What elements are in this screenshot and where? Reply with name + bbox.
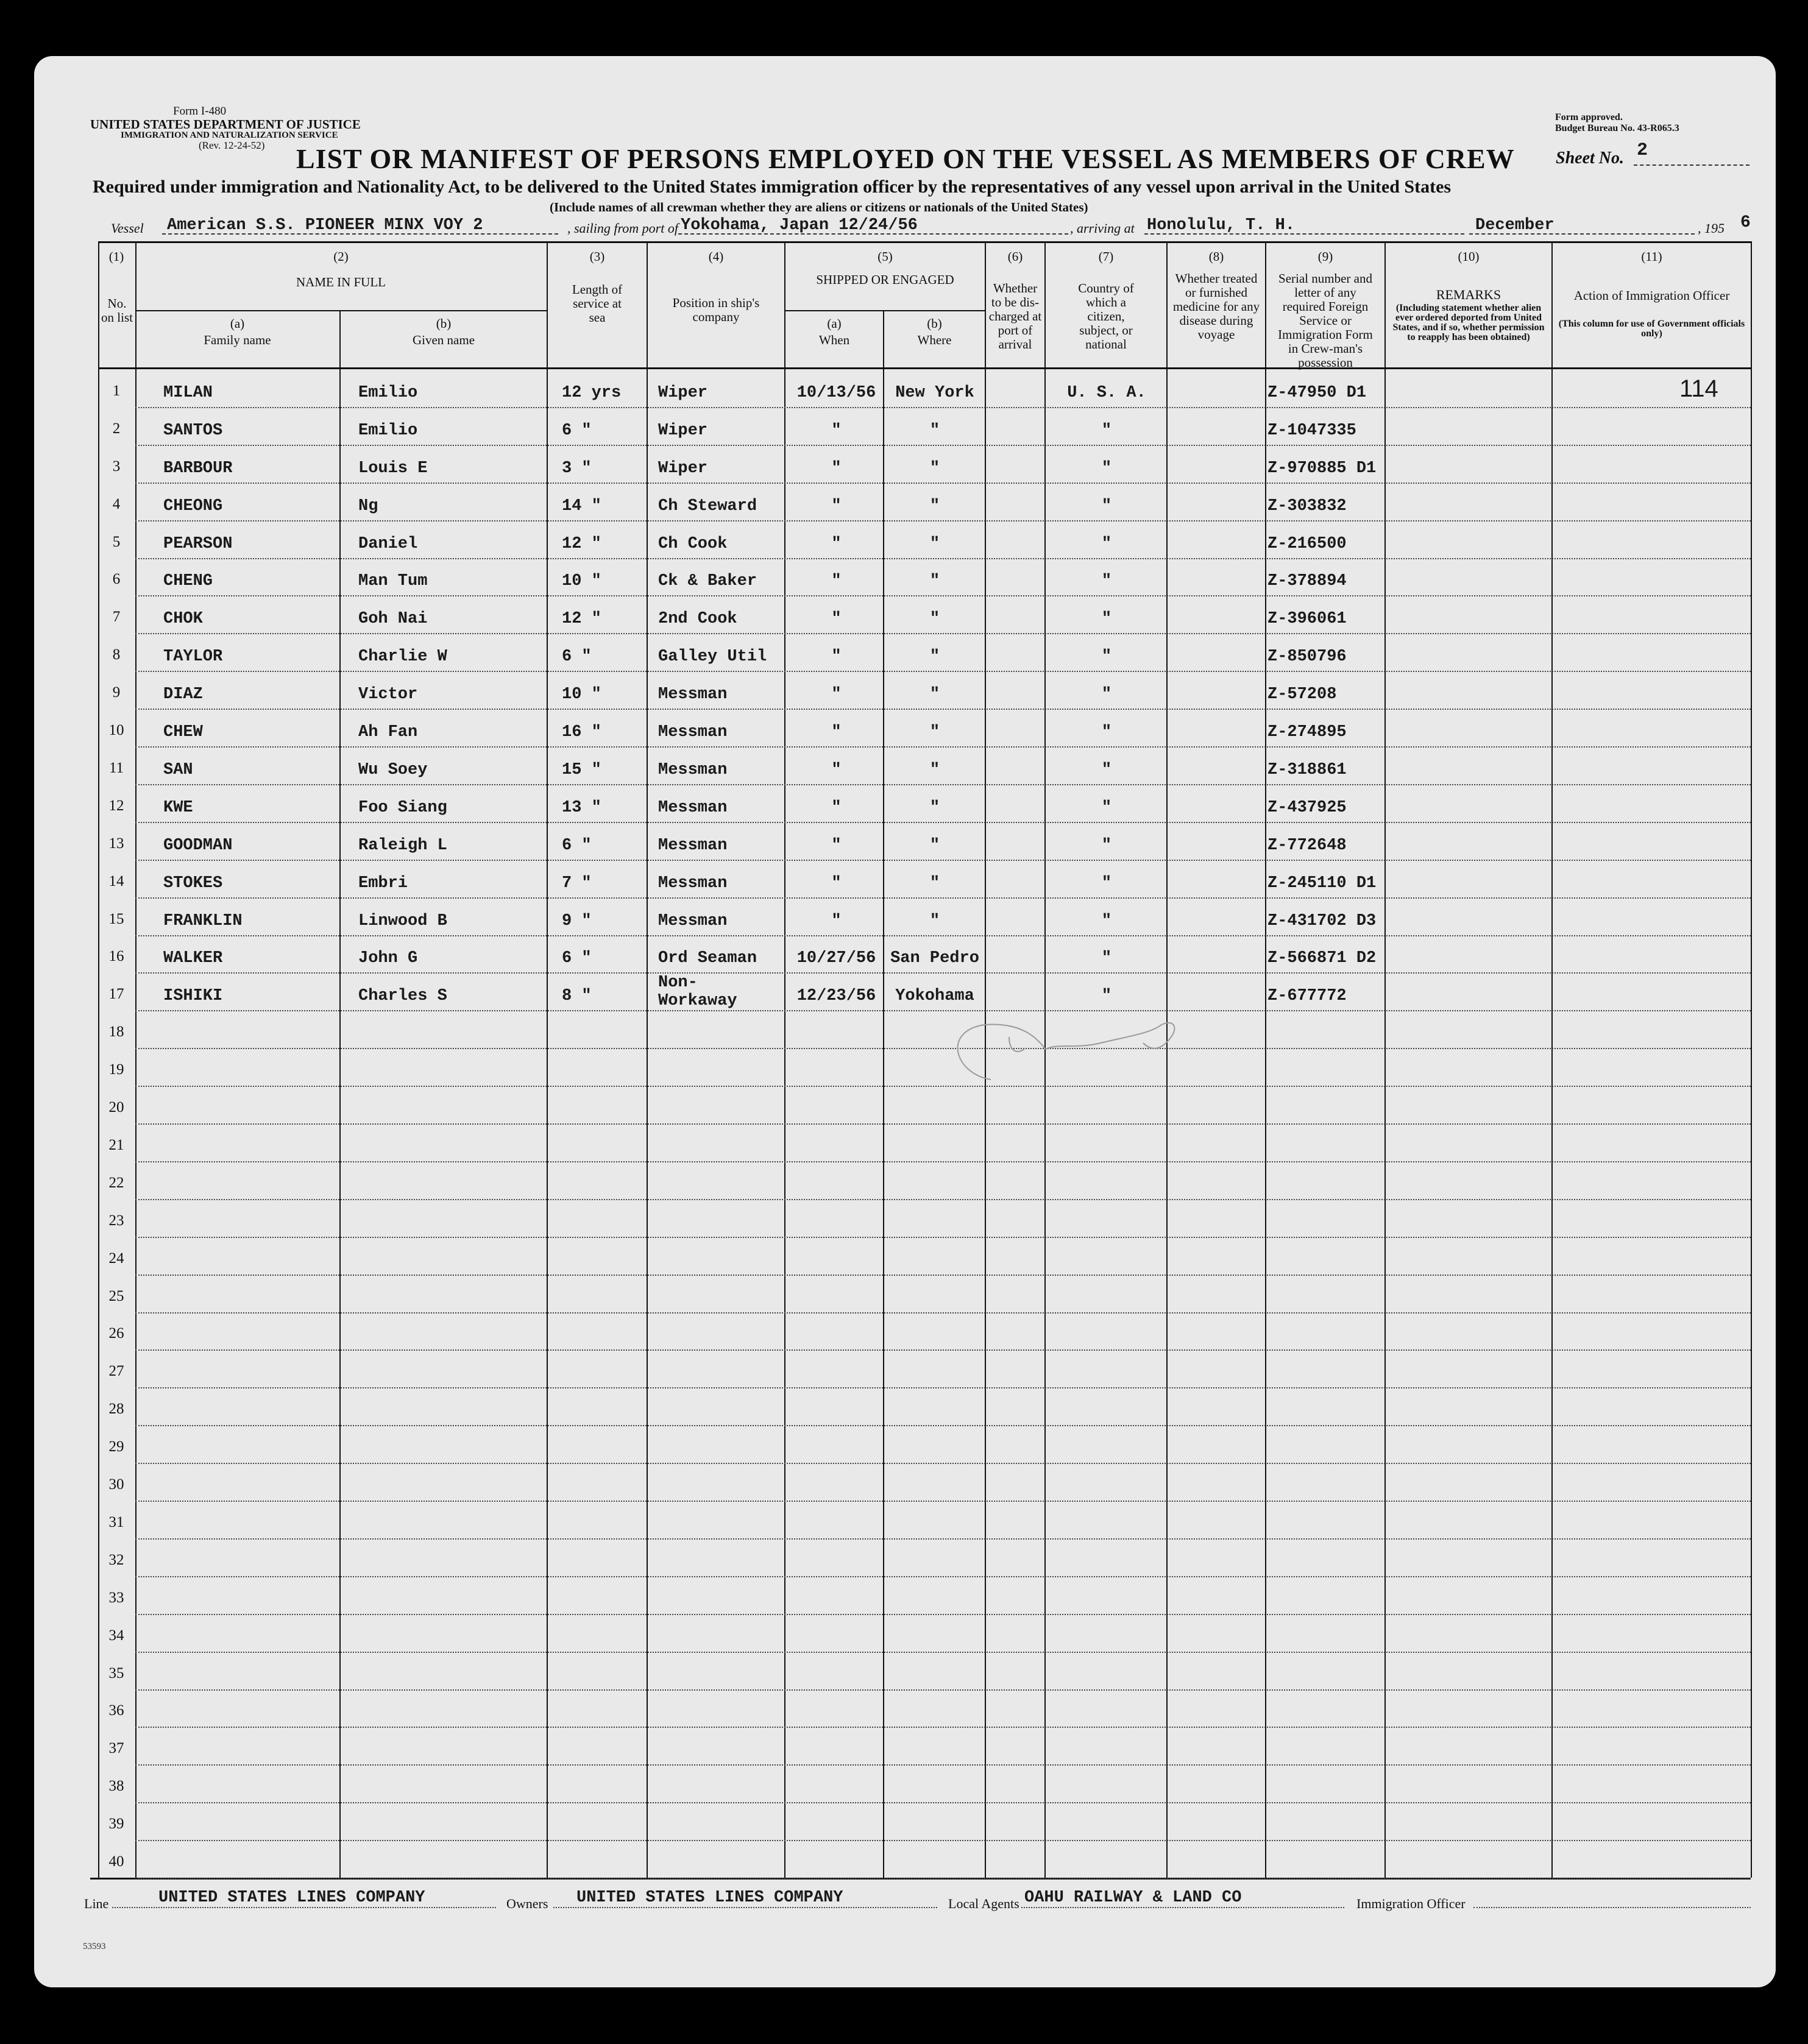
given-name-cell: Goh Nai bbox=[358, 610, 428, 628]
position-cell: Wiper bbox=[658, 459, 708, 478]
col2-header: NAME IN FULL bbox=[296, 275, 386, 289]
owners-label: Owners bbox=[506, 1896, 548, 1911]
service-length-cell: 3 " bbox=[562, 459, 592, 478]
row-number: 12 bbox=[108, 797, 124, 814]
row-number: 2 bbox=[112, 420, 121, 437]
row-rule bbox=[135, 1425, 1751, 1426]
shipped-where-cell: " bbox=[929, 836, 940, 855]
row-rule bbox=[135, 1652, 1751, 1653]
row-rule bbox=[135, 860, 1751, 861]
row-number: 15 bbox=[108, 911, 124, 927]
row-rule bbox=[135, 407, 1751, 408]
manifest-page bbox=[34, 56, 1776, 1987]
row-rule bbox=[135, 633, 1751, 634]
row-rule bbox=[135, 935, 1751, 936]
given-name-cell: Victor bbox=[358, 685, 418, 704]
row-rule bbox=[135, 1689, 1751, 1691]
shipped-when-cell: " bbox=[831, 497, 842, 515]
country-cell: " bbox=[1101, 723, 1112, 741]
row-rule bbox=[135, 709, 1751, 710]
family-name-cell: KWE bbox=[163, 799, 193, 817]
row-number: 29 bbox=[108, 1438, 124, 1455]
col3-header: Length of service at sea bbox=[572, 282, 623, 325]
country-cell: " bbox=[1101, 949, 1112, 967]
col10-header: REMARKS bbox=[1436, 287, 1501, 302]
vessel-line bbox=[162, 233, 558, 235]
row-rule bbox=[135, 746, 1751, 748]
header-bottom-border bbox=[98, 367, 1751, 369]
shipped-when-cell: 12/23/56 bbox=[796, 987, 876, 1005]
service-length-cell: 9 " bbox=[562, 912, 592, 930]
country-cell: U. S. A. bbox=[1067, 384, 1146, 402]
row-number: 14 bbox=[108, 873, 124, 889]
country-cell: " bbox=[1101, 535, 1112, 553]
col5-header: SHIPPED OR ENGAGED bbox=[816, 272, 954, 287]
row-number: 26 bbox=[108, 1325, 124, 1342]
row-rule bbox=[135, 1840, 1751, 1841]
row-number: 10 bbox=[108, 722, 124, 738]
shipped-when-cell: 10/27/56 bbox=[796, 949, 876, 967]
family-name-cell: GOODMAN bbox=[163, 836, 233, 855]
given-name-cell: Wu Soey bbox=[358, 761, 428, 779]
row-number: 1 bbox=[112, 383, 121, 399]
row-rule bbox=[135, 1275, 1751, 1276]
shipped-where-cell: " bbox=[929, 422, 940, 440]
position-cell: Ck & Baker bbox=[658, 572, 757, 590]
service-length-cell: 12 " bbox=[562, 535, 601, 553]
row-number: 20 bbox=[108, 1099, 124, 1116]
serial-number-cell: Z-1047335 bbox=[1267, 422, 1356, 440]
row-number: 11 bbox=[108, 760, 124, 776]
family-name-cell: CHEONG bbox=[163, 497, 223, 515]
row-number: 30 bbox=[108, 1476, 124, 1493]
row-number: 39 bbox=[108, 1816, 124, 1832]
row-number: 33 bbox=[108, 1590, 124, 1606]
serial-number-cell: Z-47950 D1 bbox=[1267, 384, 1367, 402]
row-number: 37 bbox=[108, 1740, 124, 1756]
column-divider bbox=[1265, 241, 1266, 1878]
given-name-cell: Emilio bbox=[358, 422, 418, 440]
position-cell: Non- Workaway bbox=[658, 974, 737, 1010]
col5-number: (5) bbox=[877, 249, 893, 264]
serial-number-cell: Z-677772 bbox=[1267, 987, 1347, 1005]
column-divider bbox=[1384, 241, 1386, 1878]
column-divider bbox=[784, 241, 785, 1878]
col1-header: No. on list bbox=[101, 296, 133, 325]
row-number: 35 bbox=[108, 1665, 124, 1682]
arrival-month: December bbox=[1475, 216, 1555, 235]
col7-header: Country of which a citizen, subject, or national bbox=[1078, 281, 1134, 352]
shipped-where-cell: " bbox=[929, 685, 940, 704]
agents-underline bbox=[1021, 1907, 1344, 1908]
shipped-where-cell: " bbox=[929, 723, 940, 741]
row-number: 22 bbox=[108, 1175, 124, 1191]
given-name-cell: Emilio bbox=[358, 384, 418, 402]
col11-header: Action of Immigration Officer bbox=[1573, 288, 1730, 303]
given-name-cell: Daniel bbox=[358, 535, 418, 553]
column-divider bbox=[547, 241, 548, 1878]
row-rule bbox=[135, 1764, 1751, 1766]
position-cell: Wiper bbox=[658, 384, 708, 402]
family-name-cell: PEARSON bbox=[163, 535, 233, 553]
column-divider bbox=[1751, 241, 1752, 1878]
row-number: 18 bbox=[108, 1024, 124, 1040]
row-rule bbox=[135, 1878, 1751, 1879]
family-name-cell: BARBOUR bbox=[163, 459, 233, 478]
shipped-when-cell: " bbox=[831, 535, 842, 553]
page-title: LIST OR MANIFEST OF PERSONS EMPLOYED ON THE VESSEL AS MEMBERS OF CREW bbox=[296, 143, 1515, 174]
arriving-label: , arriving at bbox=[1070, 221, 1135, 236]
shipped-where-cell: " bbox=[929, 761, 940, 779]
row-rule bbox=[135, 445, 1751, 446]
row-number: 38 bbox=[108, 1778, 124, 1794]
position-cell: Wiper bbox=[658, 422, 708, 440]
form-revision: (Rev. 12-24-52) bbox=[199, 140, 265, 151]
position-cell: 2nd Cook bbox=[658, 610, 737, 628]
row-rule bbox=[135, 1199, 1751, 1200]
service-length-cell: 14 " bbox=[562, 497, 601, 515]
year-digit: 6 bbox=[1740, 213, 1751, 232]
shipped-when-cell: " bbox=[831, 572, 842, 590]
column-divider bbox=[647, 241, 648, 1878]
col8-header: Whether treated or furnished medicine for any disease during voyage bbox=[1172, 271, 1260, 342]
given-name-cell: Charlie W bbox=[358, 648, 447, 666]
col8-number: (8) bbox=[1208, 249, 1224, 264]
position-cell: Messman bbox=[658, 761, 728, 779]
row-rule bbox=[135, 972, 1751, 974]
shipped-when-cell: 10/13/56 bbox=[796, 384, 876, 402]
column-divider bbox=[1551, 241, 1553, 1878]
row-rule bbox=[135, 897, 1751, 899]
line-value: UNITED STATES LINES COMPANY bbox=[158, 1889, 425, 1907]
row-number: 24 bbox=[108, 1250, 124, 1267]
row-rule bbox=[135, 1538, 1751, 1540]
row-rule bbox=[135, 1463, 1751, 1464]
arriving-port: Honolulu, T. H. bbox=[1147, 216, 1296, 235]
col5b-number: (b) bbox=[927, 316, 942, 331]
col4-number: (4) bbox=[708, 249, 724, 264]
serial-number-cell: Z-274895 bbox=[1267, 723, 1347, 741]
row-rule bbox=[135, 1312, 1751, 1314]
country-cell: " bbox=[1101, 912, 1112, 930]
department-name: UNITED STATES DEPARTMENT OF JUSTICE bbox=[90, 117, 361, 132]
family-name-cell: TAYLOR bbox=[163, 648, 223, 666]
country-cell: " bbox=[1101, 497, 1112, 515]
given-name-cell: Ah Fan bbox=[358, 723, 418, 741]
shipped-where-cell: New York bbox=[895, 384, 974, 402]
officer-underline bbox=[1473, 1907, 1751, 1908]
given-name-cell: Charles S bbox=[358, 987, 447, 1005]
col5a-header: When bbox=[818, 333, 850, 347]
service-length-cell: 6 " bbox=[562, 949, 592, 967]
column-divider bbox=[883, 310, 884, 1878]
shipped-when-cell: " bbox=[831, 723, 842, 741]
shipped-where-cell: Yokohama bbox=[895, 987, 974, 1005]
line-label: Line bbox=[84, 1896, 109, 1911]
shipped-where-cell: " bbox=[929, 799, 940, 817]
position-cell: Messman bbox=[658, 685, 728, 704]
col5b-header: Where bbox=[917, 333, 952, 347]
col10-number: (10) bbox=[1458, 249, 1480, 264]
shipped-group-divider bbox=[785, 310, 985, 311]
sailing-port: Yokohama, Japan 12/24/56 bbox=[681, 216, 918, 235]
row-number: 4 bbox=[112, 496, 121, 512]
given-name-cell: Man Tum bbox=[358, 572, 428, 590]
col5a-number: (a) bbox=[827, 316, 842, 331]
country-cell: " bbox=[1101, 610, 1112, 628]
serial-number-cell: Z-378894 bbox=[1267, 572, 1347, 590]
family-name-cell: DIAZ bbox=[163, 685, 203, 704]
country-cell: " bbox=[1101, 836, 1112, 855]
family-name-cell: FRANKLIN bbox=[163, 912, 243, 930]
row-number: 21 bbox=[108, 1137, 124, 1153]
position-cell: Messman bbox=[658, 836, 728, 855]
owners-value: UNITED STATES LINES COMPANY bbox=[576, 1889, 843, 1907]
col4-header: Position in ship's company bbox=[672, 295, 760, 324]
row-number: 7 bbox=[112, 609, 121, 625]
service-length-cell: 7 " bbox=[562, 874, 592, 893]
position-cell: Galley Util bbox=[658, 648, 767, 666]
given-name-cell: Foo Siang bbox=[358, 799, 447, 817]
col3-number: (3) bbox=[589, 249, 605, 264]
shipped-when-cell: " bbox=[831, 799, 842, 817]
row-number: 13 bbox=[108, 835, 124, 852]
service-length-cell: 8 " bbox=[562, 987, 592, 1005]
service-length-cell: 15 " bbox=[562, 761, 601, 779]
given-name-cell: Louis E bbox=[358, 459, 428, 478]
row-number: 32 bbox=[108, 1552, 124, 1568]
row-rule bbox=[135, 1349, 1751, 1351]
subtitle: Required under immigration and Nationality Act, to be delivered to the United States immigration officer by the representatives of any vessel upon arrival in the United States bbox=[93, 177, 1452, 197]
sailing-line bbox=[678, 233, 1068, 235]
position-cell: Ord Seaman bbox=[658, 949, 757, 967]
shipped-when-cell: " bbox=[831, 685, 842, 704]
row-rule bbox=[135, 1802, 1751, 1803]
family-name-cell: SANTOS bbox=[163, 422, 223, 440]
col2b-header: Given name bbox=[412, 333, 475, 347]
country-cell: " bbox=[1101, 459, 1112, 478]
row-rule bbox=[135, 784, 1751, 785]
service-length-cell: 13 " bbox=[562, 799, 601, 817]
form-approved: Form approved. bbox=[1555, 112, 1623, 122]
serial-number-cell: Z-303832 bbox=[1267, 497, 1347, 515]
row-number: 3 bbox=[112, 458, 121, 475]
serial-number-cell: Z-772648 bbox=[1267, 836, 1347, 855]
officer-action-cell: 114 bbox=[1679, 375, 1718, 402]
shipped-when-cell: " bbox=[831, 648, 842, 666]
country-cell: " bbox=[1101, 874, 1112, 893]
serial-number-cell: Z-970885 D1 bbox=[1267, 459, 1377, 478]
table-top-border bbox=[98, 241, 1751, 243]
col6-header: Whether to be dis-charged at port of arrival bbox=[988, 281, 1042, 352]
sheet-label: Sheet No. bbox=[1556, 149, 1624, 168]
column-divider bbox=[339, 310, 341, 1878]
inclusion-note: (Include names of all crewman whether they are aliens or citizens or nationals of the United States) bbox=[550, 200, 1088, 214]
family-name-cell: ISHIKI bbox=[163, 987, 223, 1005]
row-rule bbox=[135, 1237, 1751, 1238]
col10-subheader: (Including statement whether alien ever ordered deported from United States, and if so, whether permission to reapply has been obtained) bbox=[1392, 303, 1545, 342]
owners-underline bbox=[553, 1907, 937, 1908]
country-cell: " bbox=[1101, 422, 1112, 440]
country-cell: " bbox=[1101, 761, 1112, 779]
row-rule bbox=[135, 1727, 1751, 1728]
agents-label: Local Agents bbox=[948, 1896, 1019, 1911]
row-rule bbox=[135, 595, 1751, 596]
serial-number-cell: Z-57208 bbox=[1267, 685, 1337, 704]
vessel-name: American S.S. PIONEER MINX VOY 2 bbox=[167, 216, 483, 235]
service-length-cell: 6 " bbox=[562, 648, 592, 666]
row-number: 16 bbox=[108, 948, 124, 964]
shipped-when-cell: " bbox=[831, 422, 842, 440]
shipped-where-cell: " bbox=[929, 648, 940, 666]
row-number: 23 bbox=[108, 1212, 124, 1229]
form-number: Form I-480 bbox=[173, 105, 227, 118]
print-code: 53593 bbox=[83, 1942, 106, 1951]
serial-number-cell: Z-850796 bbox=[1267, 648, 1347, 666]
shipped-when-cell: " bbox=[831, 912, 842, 930]
service-length-cell: 12 yrs bbox=[562, 384, 622, 402]
service-length-cell: 6 " bbox=[562, 422, 592, 440]
serial-number-cell: Z-437925 bbox=[1267, 799, 1347, 817]
budget-bureau-number: Budget Bureau No. 43-R065.3 bbox=[1555, 123, 1679, 133]
row-number: 17 bbox=[108, 986, 124, 1002]
column-divider bbox=[135, 241, 136, 1878]
col6-number: (6) bbox=[1007, 249, 1023, 264]
position-cell: Messman bbox=[658, 912, 728, 930]
row-rule bbox=[135, 1576, 1751, 1577]
family-name-cell: SAN bbox=[163, 761, 193, 779]
col11-subheader: (This column for use of Government officials only) bbox=[1558, 319, 1745, 339]
family-name-cell: CHENG bbox=[163, 572, 213, 590]
col11-number: (11) bbox=[1641, 249, 1662, 264]
given-name-cell: Raleigh L bbox=[358, 836, 447, 855]
shipped-where-cell: " bbox=[929, 497, 940, 515]
row-number: 5 bbox=[112, 534, 121, 550]
serial-number-cell: Z-318861 bbox=[1267, 761, 1347, 779]
col2a-header: Family name bbox=[204, 333, 271, 347]
service-name: IMMIGRATION AND NATURALIZATION SERVICE bbox=[121, 130, 338, 140]
family-name-cell: STOKES bbox=[163, 874, 223, 893]
shipped-when-cell: " bbox=[831, 459, 842, 478]
sailing-label: , sailing from port of bbox=[567, 221, 678, 236]
col2-number: (2) bbox=[333, 249, 349, 264]
row-number: 6 bbox=[112, 571, 121, 587]
family-name-cell: CHOK bbox=[163, 610, 203, 628]
shipped-when-cell: " bbox=[831, 874, 842, 893]
col7-number: (7) bbox=[1098, 249, 1114, 264]
line-underline bbox=[112, 1907, 496, 1908]
immigration-officer-label: Immigration Officer bbox=[1356, 1896, 1466, 1911]
country-cell: " bbox=[1101, 987, 1112, 1005]
serial-number-cell: Z-216500 bbox=[1267, 535, 1347, 553]
row-number: 34 bbox=[108, 1627, 124, 1644]
col9-number: (9) bbox=[1317, 249, 1333, 264]
given-name-cell: John G bbox=[358, 949, 418, 967]
serial-number-cell: Z-396061 bbox=[1267, 610, 1347, 628]
serial-number-cell: Z-245110 D1 bbox=[1267, 874, 1377, 893]
family-name-cell: CHEW bbox=[163, 723, 203, 741]
shipped-where-cell: " bbox=[929, 459, 940, 478]
row-number: 25 bbox=[108, 1288, 124, 1304]
shipped-where-cell: " bbox=[929, 572, 940, 590]
service-length-cell: 12 " bbox=[562, 610, 601, 628]
country-cell: " bbox=[1101, 685, 1112, 704]
service-length-cell: 16 " bbox=[562, 723, 601, 741]
row-number: 27 bbox=[108, 1363, 124, 1379]
position-cell: Ch Steward bbox=[658, 497, 757, 515]
row-number: 9 bbox=[112, 684, 121, 701]
family-name-cell: WALKER bbox=[163, 949, 223, 967]
service-length-cell: 10 " bbox=[562, 685, 601, 704]
row-rule bbox=[135, 671, 1751, 672]
service-length-cell: 10 " bbox=[562, 572, 601, 590]
agents-value: OAHU RAILWAY & LAND CO bbox=[1024, 1889, 1242, 1907]
serial-number-cell: Z-431702 D3 bbox=[1267, 912, 1377, 930]
given-name-cell: Linwood B bbox=[358, 912, 447, 930]
row-rule bbox=[135, 1614, 1751, 1615]
row-number: 19 bbox=[108, 1061, 124, 1078]
row-number: 8 bbox=[112, 646, 121, 663]
given-name-cell: Embri bbox=[358, 874, 408, 893]
month-line bbox=[1469, 233, 1695, 235]
vessel-label: Vessel bbox=[111, 221, 144, 236]
row-number: 36 bbox=[108, 1702, 124, 1719]
position-cell: Messman bbox=[658, 723, 728, 741]
row-rule bbox=[135, 1161, 1751, 1162]
row-number: 28 bbox=[108, 1401, 124, 1417]
shipped-where-cell: " bbox=[929, 912, 940, 930]
position-cell: Ch Cook bbox=[658, 535, 728, 553]
shipped-when-cell: " bbox=[831, 761, 842, 779]
country-cell: " bbox=[1101, 799, 1112, 817]
shipped-when-cell: " bbox=[831, 610, 842, 628]
year-prefix: , 195 bbox=[1698, 221, 1725, 236]
name-group-divider bbox=[135, 310, 547, 311]
shipped-where-cell: San Pedro bbox=[890, 949, 979, 967]
col1-number: (1) bbox=[108, 249, 124, 264]
serial-number-cell: Z-566871 D2 bbox=[1267, 949, 1377, 967]
row-rule bbox=[135, 822, 1751, 823]
row-number: 40 bbox=[108, 1853, 124, 1870]
arriving-line bbox=[1144, 233, 1464, 235]
country-cell: " bbox=[1101, 648, 1112, 666]
row-rule bbox=[135, 520, 1751, 522]
row-number: 31 bbox=[108, 1514, 124, 1530]
col2a-number: (a) bbox=[230, 316, 245, 331]
position-cell: Messman bbox=[658, 874, 728, 893]
row-rule bbox=[135, 483, 1751, 484]
position-cell: Messman bbox=[658, 799, 728, 817]
col2b-number: (b) bbox=[436, 316, 452, 331]
shipped-where-cell: " bbox=[929, 874, 940, 893]
service-length-cell: 6 " bbox=[562, 836, 592, 855]
row-rule bbox=[135, 1387, 1751, 1388]
shipped-where-cell: " bbox=[929, 610, 940, 628]
sheet-number-line bbox=[1634, 164, 1750, 166]
col9-header: Serial number and letter of any required Foreign Service or Immigration Form in Crew-man's possession bbox=[1278, 271, 1373, 370]
row-rule bbox=[135, 1501, 1751, 1502]
shipped-where-cell: " bbox=[929, 535, 940, 553]
family-name-cell: MILAN bbox=[163, 384, 213, 402]
given-name-cell: Ng bbox=[358, 497, 378, 515]
handwritten-mark bbox=[918, 1006, 1198, 1128]
row-rule bbox=[135, 558, 1751, 559]
shipped-when-cell: " bbox=[831, 836, 842, 855]
sheet-number: 2 bbox=[1637, 140, 1648, 161]
country-cell: " bbox=[1101, 572, 1112, 590]
